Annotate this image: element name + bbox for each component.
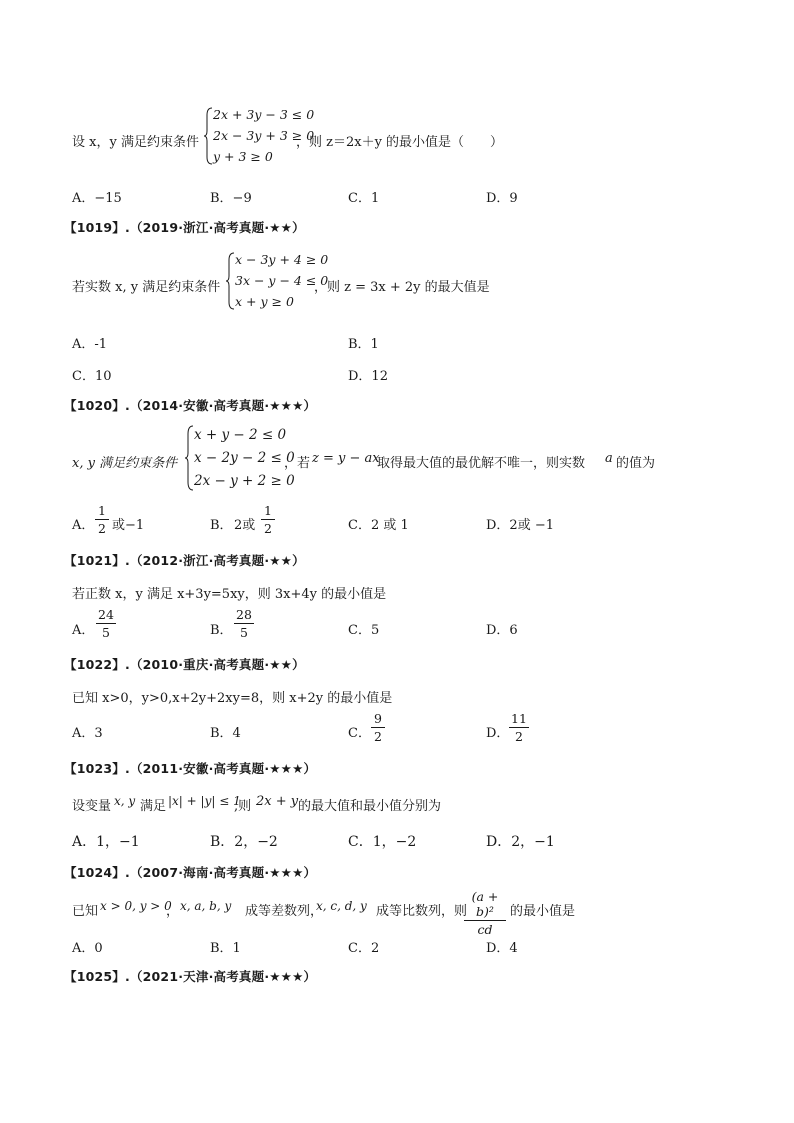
q2-option-d: D．12 bbox=[348, 369, 388, 384]
q3-option-b-fraction bbox=[261, 503, 275, 536]
q3-option-b-head: 2或 bbox=[234, 518, 256, 533]
q6-expr: 2x + y bbox=[256, 794, 299, 809]
fraction-denominator: 2 bbox=[515, 729, 523, 744]
q1-option-b: B．−9 bbox=[210, 191, 252, 206]
q3-option-a-label: A． bbox=[72, 518, 95, 533]
q7-option-b: B．1 bbox=[210, 941, 241, 956]
q5-header: 【1022】.（2010·重庆·高考真题·★★） bbox=[64, 657, 305, 672]
q2-stem-prefix: 若实数 x, y 满足约束条件 bbox=[72, 280, 221, 295]
q2-constraint-line-2: 3x − y − 4 ≤ 0 bbox=[235, 273, 329, 288]
q5-option-b: B．4 bbox=[210, 726, 241, 741]
q3-stem-suffix-c: 的值为 bbox=[616, 456, 656, 471]
q3-constraint-line-2: x − 2y − 2 ≤ 0 bbox=[194, 450, 295, 466]
q1-option-a: A．−15 bbox=[72, 191, 122, 206]
q3-constraint-line-3: 2x − y + 2 ≥ 0 bbox=[194, 473, 295, 489]
q3-stem-suffix-b: 取得最大值的最优解不唯一，则实数 bbox=[377, 456, 586, 471]
q3-header: 【1020】.（2014·安徽·高考真题·★★★） bbox=[64, 398, 317, 413]
fraction-numerator: 1 bbox=[98, 503, 106, 518]
q6-stem-a: 设变量 bbox=[72, 799, 112, 814]
q3-constraint-system bbox=[185, 425, 295, 491]
q2-constraint-system bbox=[226, 252, 329, 310]
q4-option-b-fraction bbox=[234, 607, 254, 640]
q4-stem: 若正数 x，y 满足 x+3y=5xy，则 3x+4y 的最小值是 bbox=[72, 587, 387, 602]
q7-stem-e: 的最小值是 bbox=[510, 904, 576, 919]
q8-header: 【1025】.（2021·天津·高考真题·★★★） bbox=[64, 969, 317, 984]
q6-stem-b: 满足 bbox=[140, 799, 167, 814]
q2-constraint-line-3: x + y ≥ 0 bbox=[235, 294, 294, 309]
q7-option-d: D．4 bbox=[486, 941, 518, 956]
fraction-denominator: cd bbox=[477, 922, 493, 937]
q6-option-c: C．1，−2 bbox=[348, 834, 417, 850]
q2-header: 【1019】.（2019·浙江·高考真题·★★） bbox=[64, 220, 305, 235]
q6-option-a: A．1，−1 bbox=[72, 834, 140, 850]
fraction-numerator: 9 bbox=[374, 711, 382, 726]
q5-option-d-label: D． bbox=[486, 726, 510, 741]
q4-header: 【1021】.（2012·浙江·高考真题·★★） bbox=[64, 553, 305, 568]
q5-option-c-fraction bbox=[371, 711, 385, 744]
fraction-denominator: 5 bbox=[240, 625, 248, 640]
q6-condition: |x| + |y| ≤ 1 bbox=[168, 794, 241, 808]
q6-header: 【1023】.（2011·安徽·高考真题·★★★） bbox=[64, 761, 317, 776]
q3-option-b-label: B． bbox=[210, 518, 233, 533]
fraction-denominator: 2 bbox=[98, 521, 106, 536]
q3-option-d: D．2或 −1 bbox=[486, 518, 554, 533]
q4-option-a-fraction bbox=[96, 607, 116, 640]
q5-stem: 已知 x>0，y>0,x+2y+2xy=8，则 x+2y 的最小值是 bbox=[72, 691, 393, 706]
q5-option-d-fraction bbox=[509, 711, 529, 744]
q7-stem-d: 成等比数列，则 bbox=[376, 904, 468, 919]
q1-stem-prefix: 设 x，y 满足约束条件 bbox=[72, 135, 199, 150]
q7-option-c: C．2 bbox=[348, 941, 380, 956]
q7-option-a: A．0 bbox=[72, 941, 103, 956]
q3-constraint-line-1: x + y − 2 ≤ 0 bbox=[194, 427, 287, 443]
q7-sequence-arith: x, a, b, y bbox=[180, 899, 232, 913]
q7-stem-b: ， bbox=[166, 904, 180, 919]
q6-stem-c: ,则 bbox=[234, 799, 252, 814]
q4-option-a-label: A． bbox=[72, 623, 95, 638]
q5-option-a: A．3 bbox=[72, 726, 103, 741]
q2-constraint-line-1: x − 3y + 4 ≥ 0 bbox=[235, 252, 329, 267]
q7-fraction bbox=[464, 889, 506, 937]
q1-constraint-system bbox=[204, 107, 315, 165]
q3-option-c: C．2 或 1 bbox=[348, 518, 409, 533]
q3-stem-suffix-a: ，若 bbox=[284, 456, 311, 471]
q7-condition: x > 0, y > 0 bbox=[100, 899, 172, 913]
q3-variable: a bbox=[605, 451, 613, 466]
q1-option-c: C．1 bbox=[348, 191, 380, 206]
q6-option-d: D．2，−1 bbox=[486, 834, 555, 850]
fraction-numerator: 1 bbox=[264, 503, 272, 518]
q3-option-a-tail: 或−1 bbox=[112, 518, 145, 533]
q1-stem-suffix: ，则 z＝2x＋y 的最小值是（ ） bbox=[296, 135, 504, 150]
q4-option-b-label: B． bbox=[210, 623, 233, 638]
fraction-numerator: 28 bbox=[236, 607, 252, 622]
fraction-numerator: 24 bbox=[98, 607, 114, 622]
q2-option-a: A．-1 bbox=[72, 337, 108, 352]
q1-option-d: D．9 bbox=[486, 191, 518, 206]
q3-option-a-fraction bbox=[95, 503, 109, 536]
fraction-denominator: 2 bbox=[264, 521, 272, 536]
q7-stem-a: 已知 bbox=[72, 904, 99, 919]
q4-option-d: D．6 bbox=[486, 623, 518, 638]
q4-option-c: C．5 bbox=[348, 623, 380, 638]
fraction-denominator: 5 bbox=[102, 625, 110, 640]
q6-stem-d: 的最大值和最小值分别为 bbox=[298, 799, 442, 814]
q3-stem-prefix: x, y 满足约束条件 bbox=[72, 456, 178, 471]
q2-option-b: B．1 bbox=[348, 337, 379, 352]
q7-header: 【1024】.（2007·海南·高考真题·★★★） bbox=[64, 865, 317, 880]
q6-option-b: B．2，−2 bbox=[210, 834, 278, 850]
q7-stem-c: 成等差数列， bbox=[245, 904, 324, 919]
fraction-numerator: (a + b)² bbox=[471, 889, 499, 919]
q5-option-c-label: C． bbox=[348, 726, 371, 741]
q2-option-c: C．10 bbox=[72, 369, 112, 384]
q2-stem-suffix: ，则 z = 3x + 2y 的最大值是 bbox=[314, 280, 490, 295]
q1-constraint-line-2: 2x − 3y + 3 ≥ 0 bbox=[213, 128, 315, 143]
q7-sequence-geom: x, c, d, y bbox=[316, 899, 367, 913]
fraction-denominator: 2 bbox=[374, 729, 382, 744]
q1-constraint-line-3: y + 3 ≥ 0 bbox=[213, 149, 273, 164]
q1-constraint-line-1: 2x + 3y − 3 ≤ 0 bbox=[213, 107, 315, 122]
q3-objective-expr: z = y − ax bbox=[312, 451, 380, 466]
q6-vars: x, y bbox=[114, 794, 136, 808]
fraction-numerator: 11 bbox=[511, 711, 527, 726]
